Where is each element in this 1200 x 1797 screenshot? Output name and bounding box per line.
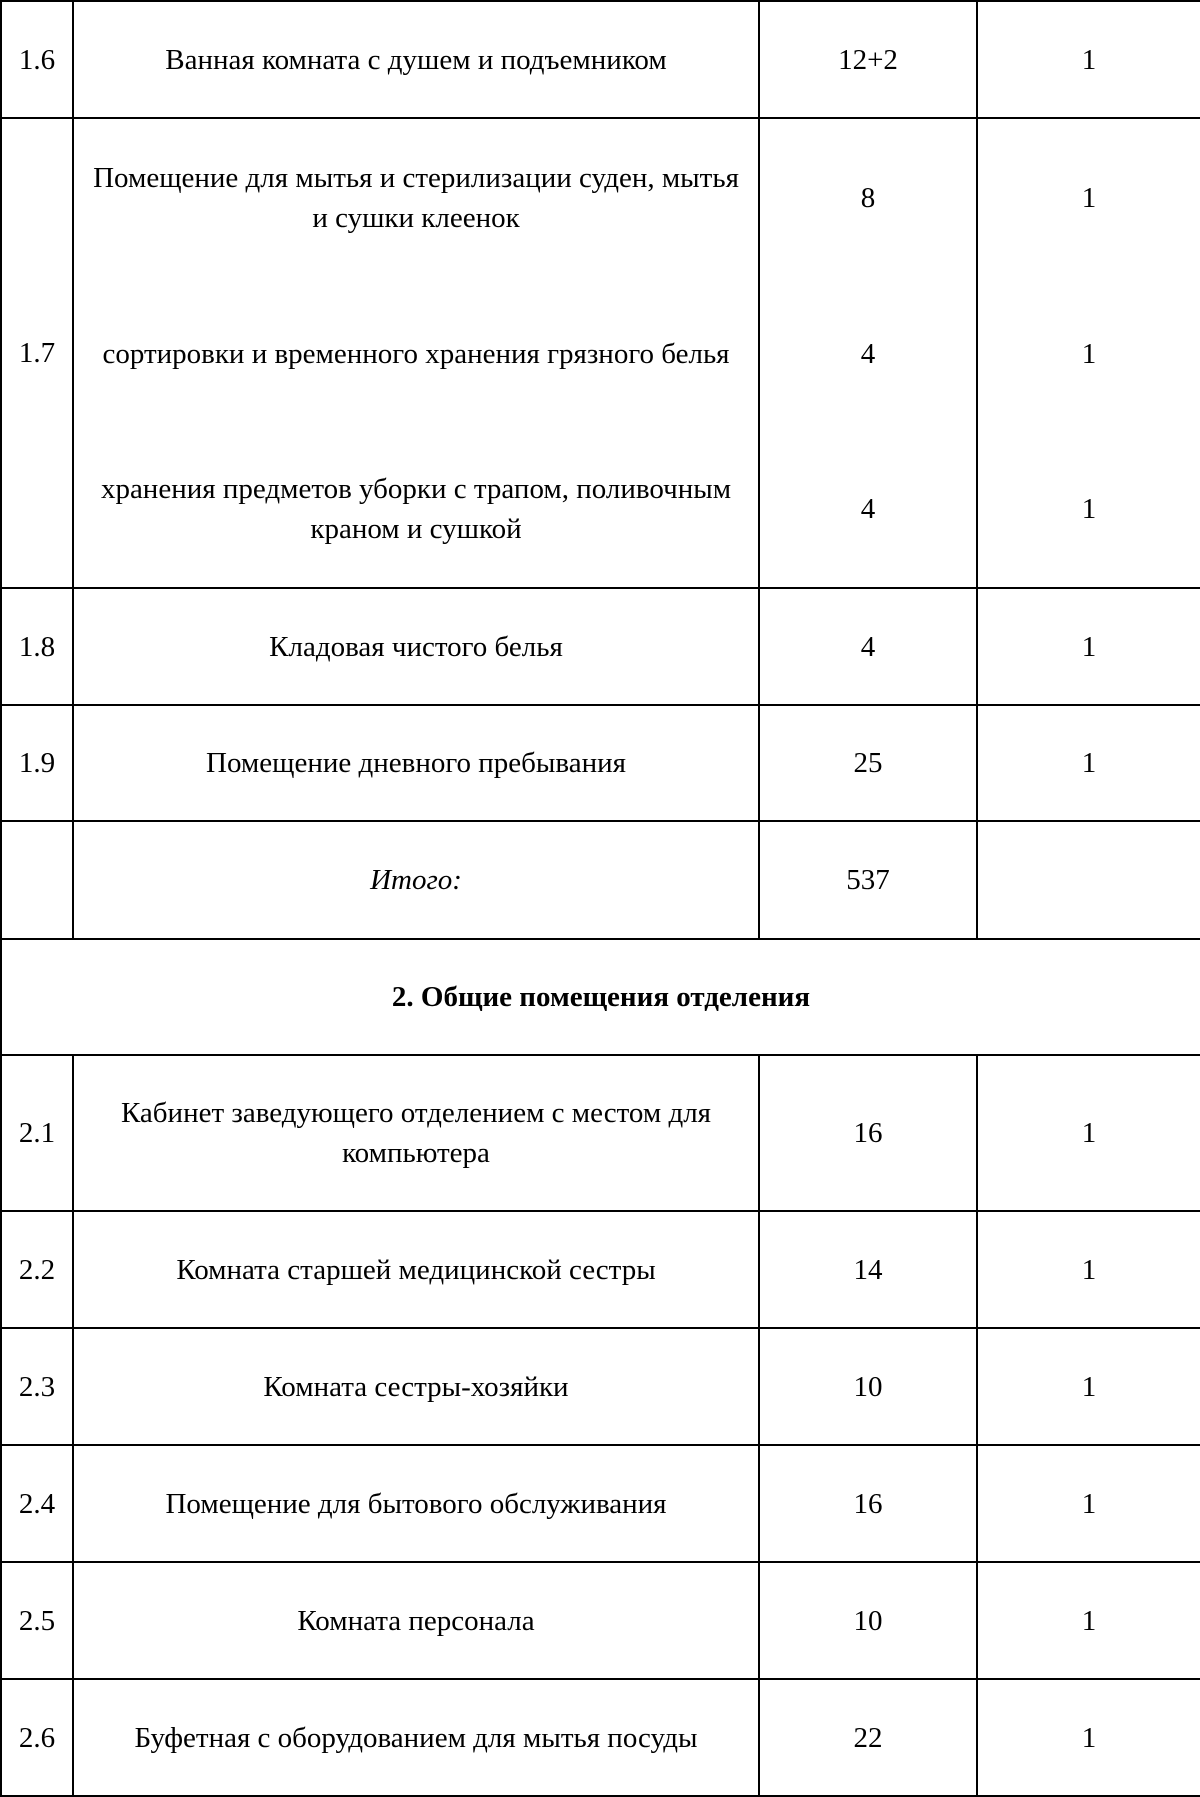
section-heading: 2. Общие помещения отделения bbox=[1, 939, 1200, 1055]
room-name: Кабинет заведующего отделением с местом для компьютера bbox=[73, 1055, 759, 1211]
row-number: 2.4 bbox=[1, 1445, 73, 1562]
room-quantity: 1 bbox=[977, 1, 1200, 118]
room-area: 16 bbox=[759, 1445, 977, 1562]
room-name: Комната персонала bbox=[73, 1562, 759, 1679]
room-area: 12+2 bbox=[759, 1, 977, 118]
row-number: 1.9 bbox=[1, 705, 73, 821]
room-name: Помещение для бытового обслуживания bbox=[73, 1445, 759, 1562]
total-row bbox=[1, 821, 1200, 939]
room-quantity: 1 bbox=[977, 705, 1200, 821]
row-number: 2.1 bbox=[1, 1055, 73, 1211]
room-name: Комната сестры-хозяйки bbox=[73, 1328, 759, 1445]
room-quantity: 1 bbox=[977, 1055, 1200, 1211]
table-row bbox=[1, 1445, 1200, 1562]
room-quantity: 1 bbox=[977, 431, 1200, 588]
total-area: 537 bbox=[759, 821, 977, 939]
room-quantity: 1 bbox=[977, 276, 1200, 431]
row-number: 1.8 bbox=[1, 588, 73, 705]
room-name: Буфетная с оборудованием для мытья посуды bbox=[73, 1679, 759, 1796]
table-row bbox=[1, 1679, 1200, 1796]
table-row bbox=[1, 431, 1200, 588]
room-name: Комната старшей медицинской сестры bbox=[73, 1211, 759, 1328]
room-quantity: 1 bbox=[977, 1328, 1200, 1445]
room-area: 4 bbox=[759, 276, 977, 431]
row-number: 2.3 bbox=[1, 1328, 73, 1445]
row-number: 2.6 bbox=[1, 1679, 73, 1796]
total-label: Итого: bbox=[73, 821, 759, 939]
room-quantity: 1 bbox=[977, 1211, 1200, 1328]
room-area: 8 bbox=[759, 118, 977, 276]
row-number: 2.5 bbox=[1, 1562, 73, 1679]
room-name: Кладовая чистого белья bbox=[73, 588, 759, 705]
row-number: 2.2 bbox=[1, 1211, 73, 1328]
row-number: 1.6 bbox=[1, 1, 73, 118]
table-row bbox=[1, 118, 1200, 276]
room-name: Помещение дневного пребывания bbox=[73, 705, 759, 821]
room-quantity: 1 bbox=[977, 1562, 1200, 1679]
section-heading-row bbox=[1, 939, 1200, 1055]
table-row bbox=[1, 705, 1200, 821]
table-row bbox=[1, 1562, 1200, 1679]
room-quantity: 1 bbox=[977, 588, 1200, 705]
table-row bbox=[1, 1328, 1200, 1445]
room-name: Ванная комната с душем и подъемником bbox=[73, 1, 759, 118]
table-row bbox=[1, 588, 1200, 705]
table-row bbox=[1, 1, 1200, 118]
room-quantity: 1 bbox=[977, 118, 1200, 276]
row-number: 1.7 bbox=[1, 118, 73, 588]
room-area: 16 bbox=[759, 1055, 977, 1211]
room-area: 25 bbox=[759, 705, 977, 821]
room-quantity: 1 bbox=[977, 1445, 1200, 1562]
room-area: 4 bbox=[759, 431, 977, 588]
room-quantity: 1 bbox=[977, 1679, 1200, 1796]
room-area: 10 bbox=[759, 1328, 977, 1445]
room-name: хранения предметов уборки с трапом, поливочным краном и сушкой bbox=[73, 431, 759, 588]
total-number-cell bbox=[1, 821, 73, 939]
room-name: Помещение для мытья и стерилизации суден, мытья и сушки клеенок bbox=[73, 118, 759, 276]
table-row bbox=[1, 1055, 1200, 1211]
total-quantity-cell bbox=[977, 821, 1200, 939]
room-area: 14 bbox=[759, 1211, 977, 1328]
room-name: сортировки и временного хранения грязного белья bbox=[73, 276, 759, 431]
room-area: 4 bbox=[759, 588, 977, 705]
table-row bbox=[1, 1211, 1200, 1328]
table-row bbox=[1, 276, 1200, 431]
room-area: 22 bbox=[759, 1679, 977, 1796]
room-area: 10 bbox=[759, 1562, 977, 1679]
